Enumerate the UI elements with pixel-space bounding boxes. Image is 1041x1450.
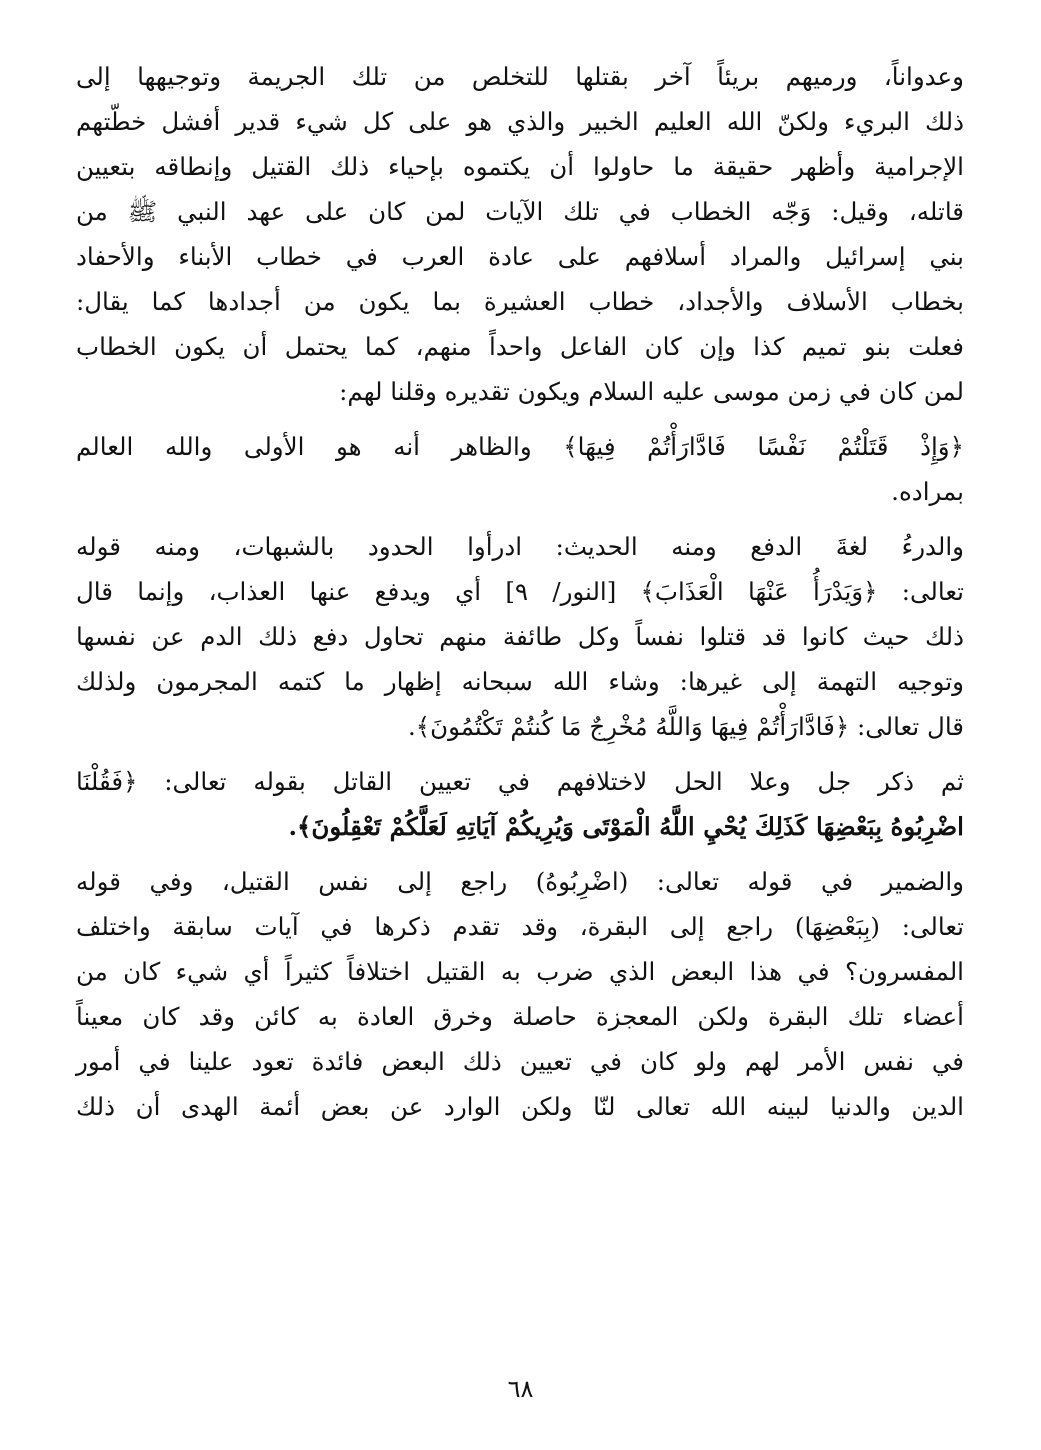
text-line: ذلك البريء ولكنّ الله العليم الخبير والذي هو على كل شيء قدير أفشل خطّتهم: [76, 107, 964, 136]
text-line: لمن كان في زمن موسى عليه السلام ويكون تقديره وقلنا لهم:: [339, 377, 964, 406]
text-line: والضمير في قوله تعالى: (اضْرِبُوهُ) راجع إلى نفس القتيل، وفي قوله: [76, 867, 964, 896]
text-line: بمراده.: [891, 477, 964, 506]
page-number: ٦٨: [507, 1375, 534, 1403]
text-line: ثم ذكر جل وعلا الحل لاختلافهم في تعيين القاتل بقوله تعالى: ﴿فَقُلْنَا: [76, 767, 964, 796]
paragraph-1: [76, 54, 964, 414]
text-line: الإجرامية وأظهر حقيقة ما حاولوا أن يكتموه بإحياء ذلك القتيل وإنطاقه بتعيين: [76, 152, 964, 181]
text-line: تعالى: ﴿وَيَدْرَأُ عَنْهَا الْعَذَابَ﴾ [النور/ ٩] أي ويدفع عنها العذاب، وإنما قال: [76, 577, 964, 606]
text-line: الدين والدنيا لبينه الله تعالى لنّا ولكن الوارد عن بعض أئمة الهدى أن ذلك: [76, 1092, 964, 1121]
text-line: ذلك حيث كانوا قد قتلوا نفساً وكل طائفة منهم تحاول دفع ذلك الدم عن نفسها: [76, 622, 964, 651]
text-line: المفسرون؟ في هذا البعض الذي ضرب به القتيل اختلافاً كثيراً أي شيء كان من: [76, 957, 964, 986]
paragraph-5: [76, 859, 964, 1129]
text-line: في نفس الأمر لهم ولو كان في تعيين ذلك البعض فائدة تعود علينا في أمور: [76, 1047, 964, 1076]
paragraph-3: [76, 524, 964, 749]
page-body: [76, 54, 964, 1129]
paragraph-2: [76, 424, 964, 514]
text-line: أعضاء تلك البقرة ولكن المعجزة حاصلة وخرق العادة به كائن وقد كان معيناً: [76, 1002, 964, 1031]
text-line: فعلت بنو تميم كذا وإن كان الفاعل واحداً منهم، كما يحتمل أن يكون الخطاب: [76, 332, 964, 361]
text-line: اضْرِبُوهُ بِبَعْضِهَا كَذَلِكَ يُحْيِ اللَّهُ الْمَوْتَى وَيُرِيكُمْ آيَاتِهِ لَعَلَّكُمْ تَعْقِلُونَ﴾.: [288, 812, 964, 841]
text-line: والدرءُ لغةَ الدفع ومنه الحديث: ادرأوا الحدود بالشبهات، ومنه قوله: [76, 532, 964, 561]
text-line: وتوجيه التهمة إلى غيرها: وشاء الله سبحانه إظهار ما كتمه المجرمون ولذلك: [76, 667, 964, 696]
text-line: قاتله، وقيل: وَجّه الخطاب في تلك الآيات لمن كان على عهد النبي ﷺ من: [76, 197, 964, 226]
text-line: وعدواناً، ورميهم بريئاً آخر بقتلها للتخلص من تلك الجريمة وتوجيهها إلى: [76, 62, 964, 91]
text-line: قال تعالى: ﴿فَادَّارَأْتُمْ فِيهَا وَاللَّهُ مُخْرِجٌ مَا كُنتُمْ تَكْتُمُونَ﴾.: [407, 712, 964, 741]
text-line: تعالى: (بِبَعْضِهَا) راجع إلى البقرة، وقد تقدم ذكرها في آيات سابقة واختلف: [76, 912, 964, 941]
text-line: بخطاب الأسلاف والأجداد، خطاب العشيرة بما يكون من أجدادها كما يقال:: [76, 287, 964, 316]
paragraph-4: [76, 759, 964, 849]
text-line: بني إسرائيل والمراد أسلافهم على عادة العرب في خطاب الأبناء والأحفاد: [76, 242, 964, 271]
text-line: ﴿وَإِذْ قَتَلْتُمْ نَفْسًا فَادَّارَأْتُمْ فِيهَا﴾ والظاهر أنه هو الأولى والله العالم: [76, 432, 964, 461]
